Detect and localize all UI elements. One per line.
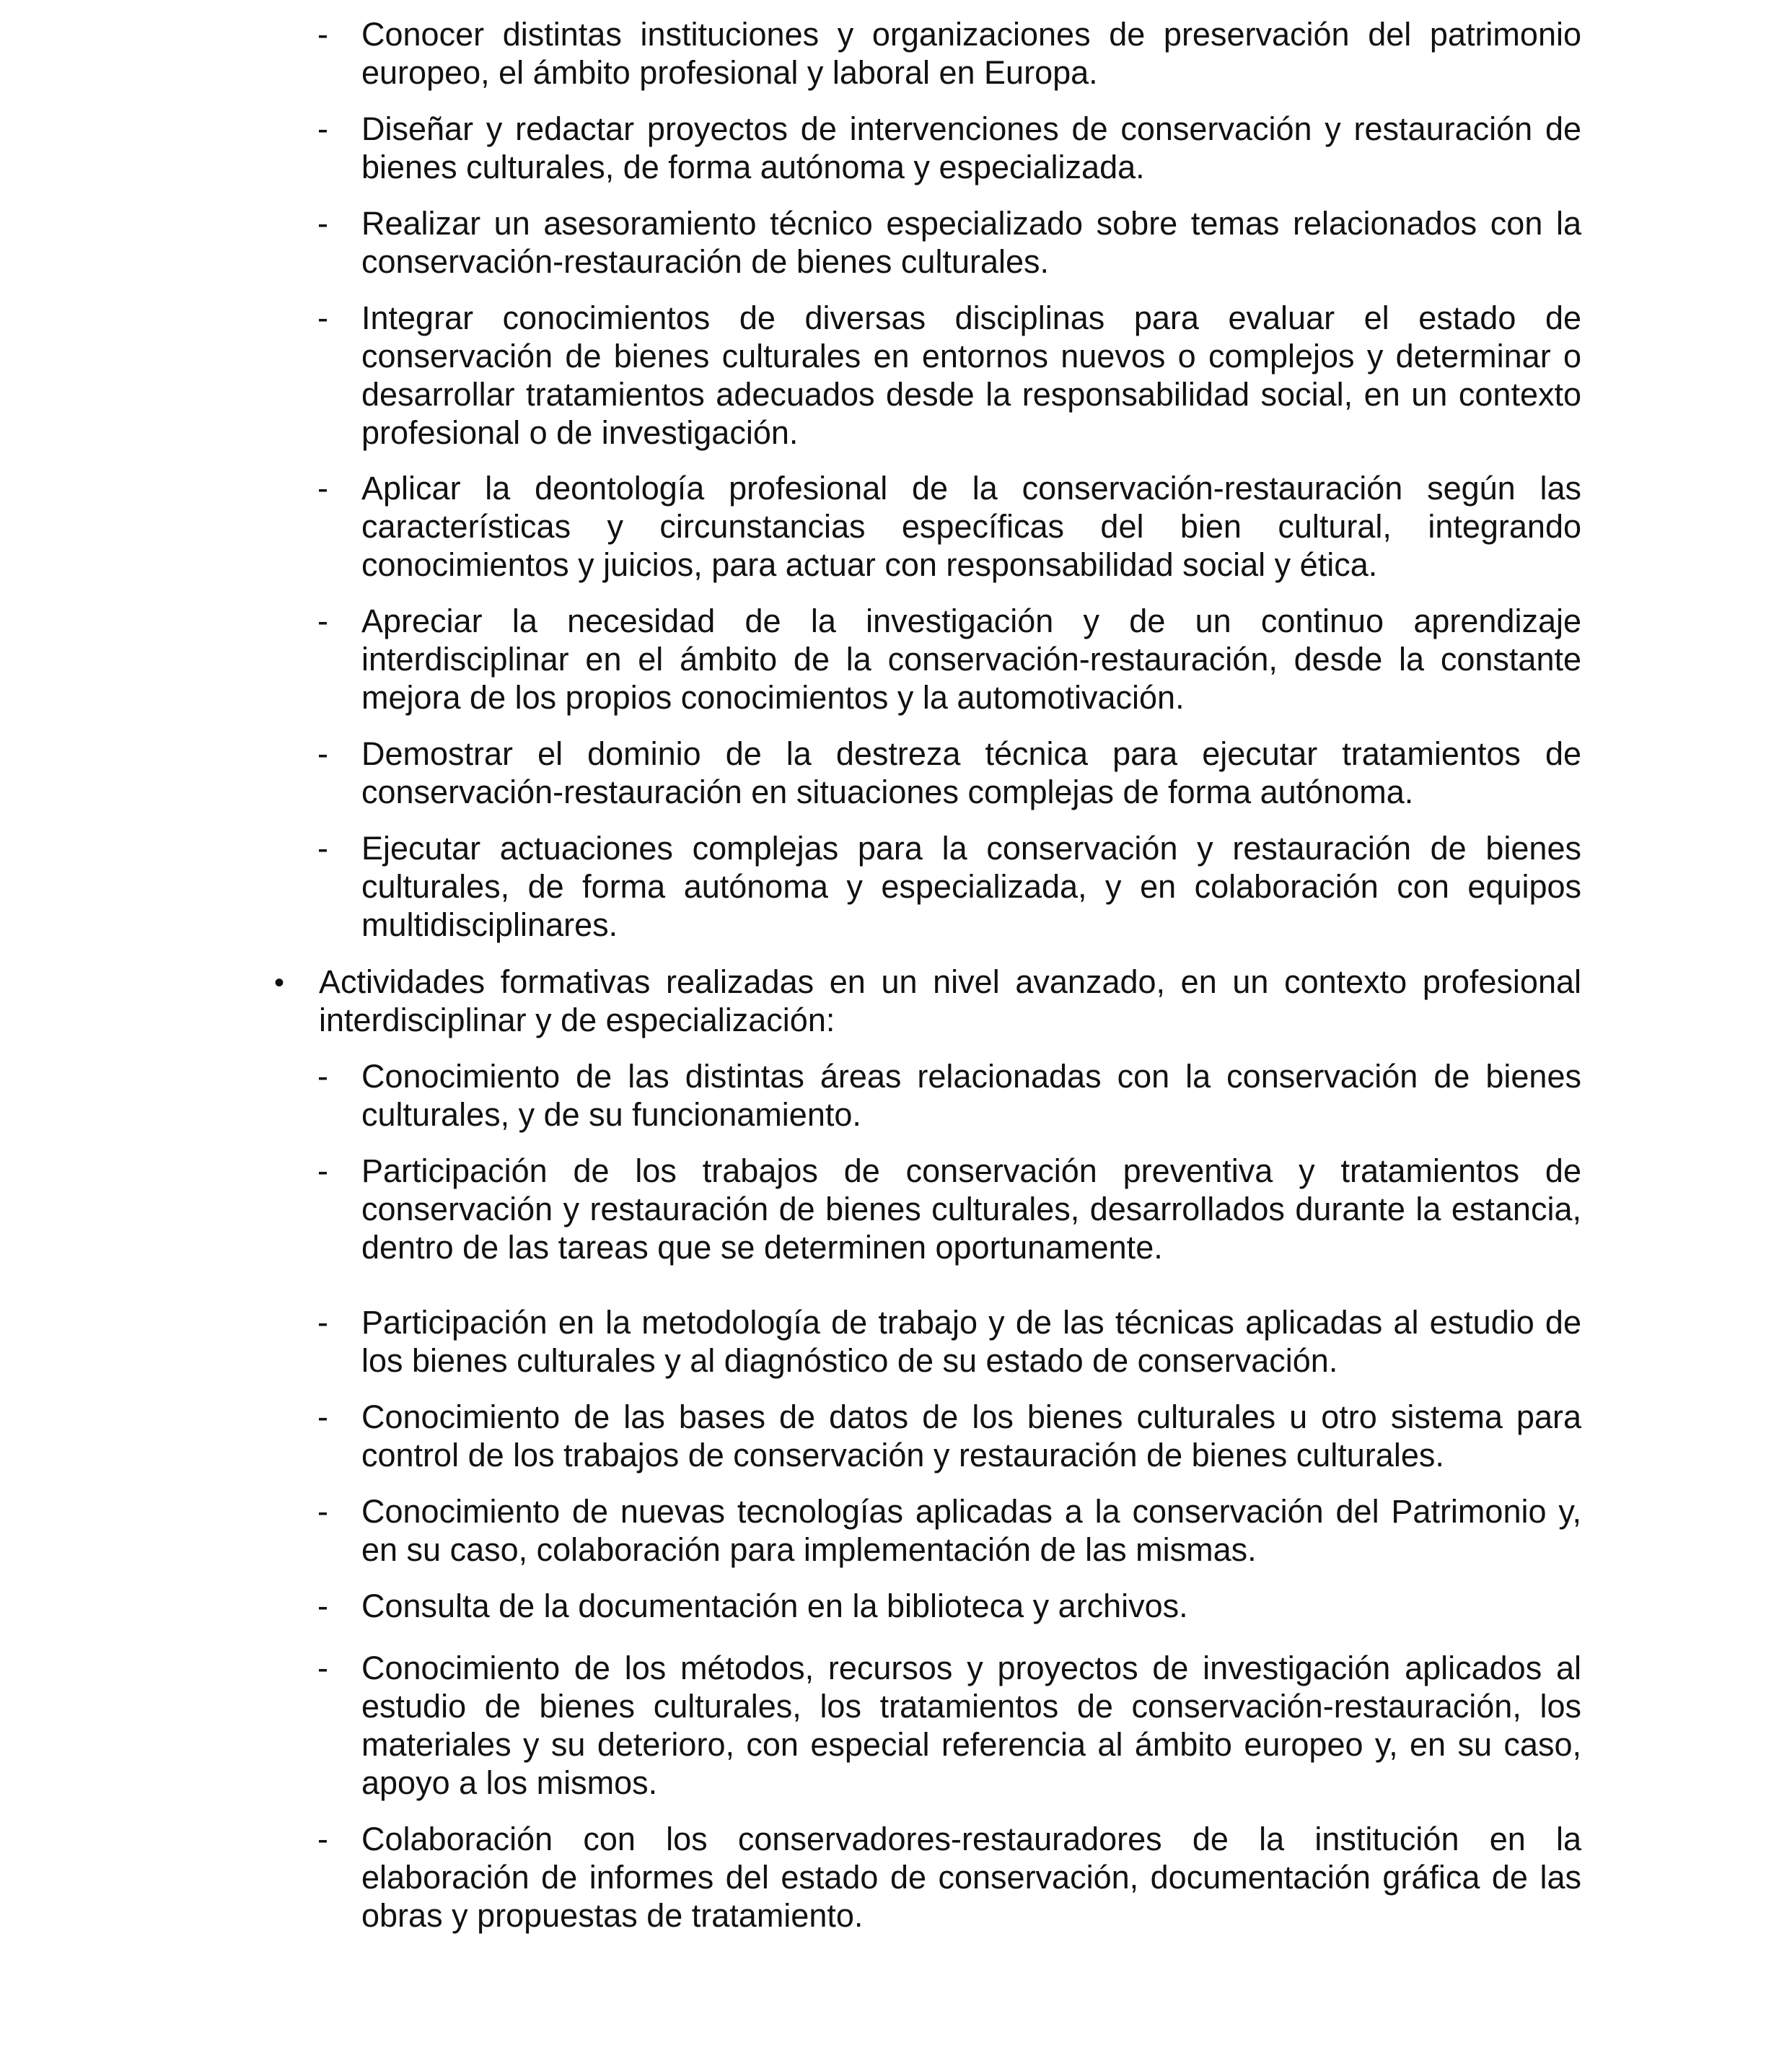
list-item-text: Conocimiento de los métodos, recursos y proyectos de investigación aplicados al estudio de bienes culturales, los tratamientos de conservación-restauración, los materiales y su deterioro, con especial referencia al ámbito europeo y, en su caso, apoyo a los mismos. <box>361 1650 1581 1801</box>
dash-marker: - <box>317 299 328 336</box>
list-item-text: Realizar un asesoramiento técnico especializado sobre temas relacionados con la conservación-restauración de bienes culturales. <box>361 205 1581 280</box>
bullet-marker: • <box>274 967 285 999</box>
section-heading: Actividades formativas realizadas en un nivel avanzado, en un contexto profesional interdisciplinar y de especialización: <box>319 963 1581 1038</box>
dash-marker: - <box>317 1058 328 1095</box>
dash-marker: - <box>317 1398 328 1435</box>
dash-marker: - <box>317 1152 328 1189</box>
list-item-text: Demostrar el dominio de la destreza técnica para ejecutar tratamientos de conservación-restauración en situaciones complejas de forma autónoma. <box>361 735 1581 810</box>
list-item-text: Apreciar la necesidad de la investigación y de un continuo aprendizaje interdisciplinar en el ámbito de la conservación-restauración, desde la constante mejora de los propios conocimientos y la automotivación. <box>361 603 1581 716</box>
dash-marker: - <box>317 1493 328 1530</box>
list-item-text: Colaboración con los conservadores-restauradores de la institución en la elaboración de informes del estado de conservación, documentación gráfica de las obras y propuestas de tratamiento. <box>361 1821 1581 1934</box>
list-item-text: Integrar conocimientos de diversas disciplinas para evaluar el estado de conservación de bienes culturales en entornos nuevos o complejos y determinar o desarrollar tratamientos adecuados desde la responsabilidad social, en un contexto profesional o de investigación. <box>361 299 1581 451</box>
list-item-text: Conocimiento de las bases de datos de los bienes culturales u otro sistema para control de los trabajos de conservación y restauración de bienes culturales. <box>361 1398 1581 1474</box>
list-item-text: Consulta de la documentación en la biblioteca y archivos. <box>361 1588 1188 1624</box>
list-item-text: Diseñar y redactar proyectos de intervenciones de conservación y restauración de bienes culturales, de forma autónoma y especializada. <box>361 110 1581 185</box>
list-item-text: Participación de los trabajos de conservación preventiva y tratamientos de conservación y restauración de bienes culturales, desarrollados durante la estancia, dentro de las tareas que se determinen oportunamente. <box>361 1152 1581 1266</box>
dash-marker: - <box>317 603 328 639</box>
dash-marker: - <box>317 205 328 242</box>
list-item-text: Ejecutar actuaciones complejas para la conservación y restauración de bienes culturales, de forma autónoma y especializada, y en colaboración con equipos multidisciplinares. <box>361 830 1581 943</box>
list-item-text: Aplicar la deontología profesional de la conservación-restauración según las características y circunstancias específicas del bien cultural, integrando conocimientos y juicios, para actuar con responsabilidad social y ética. <box>361 470 1581 583</box>
dash-marker: - <box>317 1650 328 1686</box>
dash-marker: - <box>317 110 328 147</box>
list-item-text: Participación en la metodología de trabajo y de las técnicas aplicadas al estudio de los bienes culturales y al diagnóstico de su estado de conservación. <box>361 1304 1581 1379</box>
dash-marker: - <box>317 830 328 867</box>
dash-marker: - <box>317 1304 328 1341</box>
list-item-text: Conocer distintas instituciones y organizaciones de preservación del patrimonio europeo, el ámbito profesional y laboral en Europa. <box>361 16 1581 91</box>
dash-marker: - <box>317 735 328 772</box>
dash-marker: - <box>317 470 328 507</box>
list-item-text: Conocimiento de las distintas áreas relacionadas con la conservación de bienes culturales, y de su funcionamiento. <box>361 1058 1581 1133</box>
dash-marker: - <box>317 16 328 53</box>
dash-marker: - <box>317 1588 328 1624</box>
list-item-text: Conocimiento de nuevas tecnologías aplicadas a la conservación del Patrimonio y, en su caso, colaboración para implementación de las mismas. <box>361 1493 1581 1568</box>
dash-marker: - <box>317 1821 328 1857</box>
